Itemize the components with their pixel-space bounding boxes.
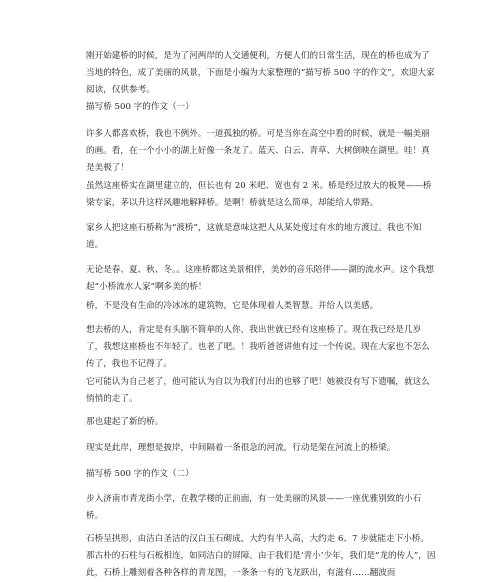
heading-essay-1: 描写桥 500 字的作文（一） [86,102,194,112]
paragraph-8: 那也建起了新的桥。 [86,417,164,427]
paragraph-6: 想去桥的人，肯定是有头脑不简单的人你，我出世就已经有这座桥了。现在我已经是几岁了，我想这座桥也不年轻了。也老了吧。！我听爸爸讲他有过一个传说。现在大家也不怎么传了，我也不记得了。 [86,325,430,369]
paragraph-2: 虽然这座桥实在湖里建立的，但长也有 20 米吧、宽也有 2 米。桥是经过放大的板凳——桥梁专家，茅以升这样风趣地解释桥。是啊！桥就是这么简单，却能给人带路。 [86,181,432,208]
paragraph-7: 它可能认为自己老了，他可能认为自以为我们付出的也够了吧！她被没有写下遗嘱，就这么悄悄的走了。 [86,377,430,404]
paragraph-1: 许多人都喜欢桥，我也不例外。一道孤独的桥。可是当你在高空中看的时候，就是一幅美丽的画。看，在一个小小的湖上好像一条龙了。蓝天、白云、青草、大树倒映在湖里。哇！真是美极了！ [86,129,430,173]
paragraph-5: 桥，不是没有生命的冷冰冰的建筑物，它是体现着人类智慧。并给人以美感。 [86,301,379,311]
paragraph-4: 无论是春、夏、秋、冬。。这座桥都这美景相伴，美妙的音乐陪伴——湖的流水声。这个我想起“小桥流水人家”啊多美的桥！ [86,265,435,292]
paragraph-10: 步入济南市青龙街小学，在教学楼的正前面，有一处美丽的风景——一座优雅别致的小石桥。 [86,494,422,521]
intro-paragraph: 刚开始建桥的时候，是为了河两岸的人交通便利，方便人们的日常生活，现在的桥也成为了当地的特色，成了美丽的风景，下面是小编为大家整理的“描写桥 500 字的作文”，欢迎大家阅读，仅供参考。 [86,51,435,95]
paragraph-3: 家乡人把这座石桥称为“渡桥”，这就是意味这把人从某处度过有水的地方渡过。我也不知道。 [86,223,422,250]
paragraph-9: 现实是此岸，理想是披岸，中间隔着一条很急的河流，行动是架在河流上的桥梁。 [86,443,396,453]
paragraph-11: 石桥呈拱形，由洁白圣洁的汉白玉石砌成，大约有半人高，大约走 6、7 步就能走下小桥。那古朴的石柱与石板相连，如同洁白的屏障。由于我们是‘青小’少年，我们是“龙的传人”，因此，石桥上雕刻着各种各样的青龙图，一条条一有的飞龙跃出，有滋有……翻波而 [86,534,436,578]
heading-essay-2: 描写桥 500 字的作文（二） [86,469,194,479]
